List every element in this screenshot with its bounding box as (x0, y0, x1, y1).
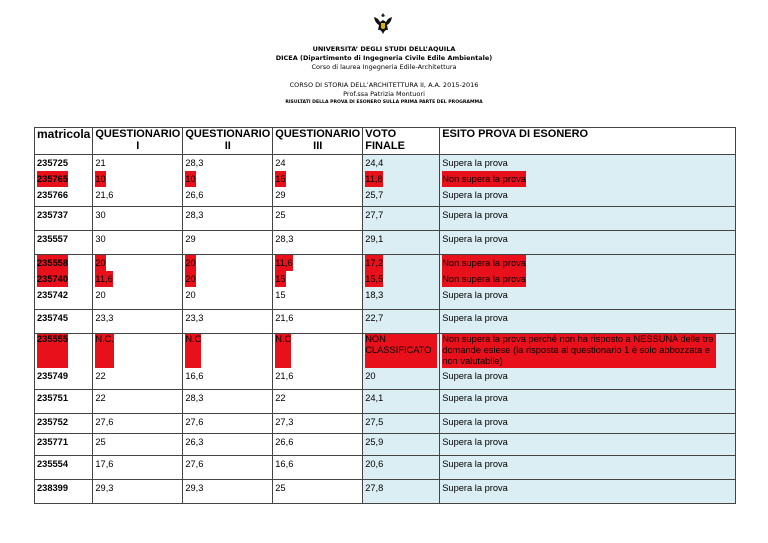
cell-q3 (273, 456, 363, 480)
cell-value-matricola: 235752 (37, 417, 69, 427)
table-row (35, 231, 736, 255)
table-row (35, 456, 736, 480)
cell-value-voto: 15,5 (365, 271, 383, 287)
cell-q3 (273, 231, 363, 255)
col-header-text: matricola (37, 127, 91, 141)
table-row (35, 155, 736, 207)
cell-value-matricola: 235737 (37, 210, 69, 220)
cell-voto (363, 255, 440, 310)
cell-q1 (93, 390, 183, 414)
cell-q1 (93, 434, 183, 456)
cell-value-esito: Supera la prova (442, 459, 508, 469)
cell-matricola (35, 434, 93, 456)
cell-value-q2: 28,3 (185, 158, 204, 168)
cell-esito (440, 414, 736, 434)
table-row (35, 480, 736, 504)
col-header-q1 (93, 128, 183, 155)
cell-voto (363, 155, 440, 207)
cell-value-esito: Supera la prova (442, 371, 508, 381)
cell-matricola (35, 456, 93, 480)
table-row (35, 390, 736, 414)
cell-value-matricola: 238399 (37, 483, 69, 493)
cell-value-q2: 26,6 (185, 190, 204, 200)
cell-esito (440, 334, 736, 390)
cell-value-voto: 27,8 (365, 483, 384, 493)
cell-matricola (35, 207, 93, 231)
cell-value-q1: 22 (95, 371, 106, 381)
cell-value-q3: 25 (275, 483, 286, 493)
cell-matricola (35, 255, 93, 310)
university-name: UNIVERSITA’ DEGLI STUDI DELL’AQUILA (312, 45, 456, 53)
cell-value-voto: 24,4 (365, 158, 384, 168)
cell-value-esito: Non supera la prova perché non ha risposto a NESSUNA delle tre domande esiese (la risposta al questionario 1 è solo abbozzata e non valutabile) (442, 334, 716, 368)
cell-q2 (183, 255, 273, 310)
cell-voto (363, 456, 440, 480)
cell-value-esito: Supera la prova (442, 393, 508, 403)
cell-esito (440, 207, 736, 231)
cell-q2 (183, 390, 273, 414)
cell-value-q1: 23,3 (95, 313, 114, 323)
cell-value-q2: 20 (185, 271, 195, 287)
cell-value-q3: 11,6 (275, 255, 292, 271)
cell-matricola (35, 334, 93, 390)
cell-value-q3: 26,6 (275, 437, 294, 447)
cell-value-matricola: 235766 (37, 190, 69, 200)
cell-value-q1: 30 (95, 234, 106, 244)
cell-value-q2: 28,3 (185, 210, 204, 220)
col-header-text: QUESTIONARIO (95, 128, 181, 140)
document-subtitle: RISULTATI DELLA PROVA DI ESONERO SULLA PRIMA PARTE DEL PROGRAMMA (285, 100, 483, 105)
cell-value-q3: 28,3 (275, 234, 294, 244)
col-header-text: I (136, 140, 140, 152)
cell-value-q2: 10 (185, 171, 195, 187)
cell-value-matricola: 235765 (37, 171, 68, 187)
cell-value-voto: 22,7 (365, 313, 384, 323)
cell-value-q3: 15 (275, 290, 286, 300)
cell-matricola (35, 390, 93, 414)
cell-value-matricola: 235725 (37, 158, 69, 168)
cell-value-q1: 20 (95, 255, 105, 271)
cell-value-voto: 11,8 (365, 171, 382, 187)
cell-voto (363, 207, 440, 231)
cell-value-q3: 15 (275, 271, 285, 287)
cell-value-matricola: 235749 (37, 371, 69, 381)
cell-q2 (183, 434, 273, 456)
cell-voto (363, 231, 440, 255)
professor-name: Prof.ssa Patrizia Montuori (343, 90, 425, 98)
course-program: Corso di laurea Ingegneria Edile-Architettura (311, 63, 457, 71)
table-row (35, 414, 736, 434)
cell-value-esito: Supera la prova (442, 417, 508, 427)
cell-value-matricola: 235554 (37, 459, 69, 469)
cell-q2 (183, 480, 273, 504)
cell-value-q3: 27,3 (275, 417, 294, 427)
cell-value-q2: 16,6 (185, 371, 204, 381)
cell-value-esito: Supera la prova (442, 158, 508, 168)
cell-value-q1: 22 (95, 393, 106, 403)
cell-value-q2: 20 (185, 255, 195, 271)
cell-q2 (183, 414, 273, 434)
cell-value-q1: 29,3 (95, 483, 114, 493)
cell-voto (363, 390, 440, 414)
cell-value-q1: N.C. (95, 334, 114, 368)
cell-value-q3: 22 (275, 393, 286, 403)
cell-q2 (183, 334, 273, 390)
cell-value-esito: Non supera la prova (442, 271, 526, 287)
col-header-q3 (273, 128, 363, 155)
cell-q1 (93, 310, 183, 334)
cell-value-q2: 23,3 (185, 313, 204, 323)
table-row (35, 434, 736, 456)
cell-q1 (93, 155, 183, 207)
cell-q2 (183, 207, 273, 231)
cell-q3 (273, 390, 363, 414)
table-header-row (35, 128, 736, 155)
cell-value-matricola: 235740 (37, 271, 68, 287)
cell-matricola (35, 155, 93, 207)
cell-value-esito: Supera la prova (442, 234, 508, 244)
cell-value-q1: 27,6 (95, 417, 114, 427)
cell-q1 (93, 480, 183, 504)
cell-value-q1: 11,6 (95, 271, 112, 287)
cell-value-q2: 20 (185, 290, 196, 300)
cell-value-q3: 25 (275, 210, 286, 220)
cell-value-q3: 24 (275, 158, 286, 168)
cell-value-voto: NON CLASSIFICATO (365, 334, 437, 368)
cell-matricola (35, 414, 93, 434)
col-header-text: VOTO (365, 128, 397, 140)
cell-value-q2: 29 (185, 234, 196, 244)
cell-esito (440, 480, 736, 504)
cell-value-q3: N.C (275, 334, 291, 368)
cell-value-q2: 27,6 (185, 417, 204, 427)
cell-value-voto: 24,1 (365, 393, 384, 403)
cell-esito (440, 255, 736, 310)
cell-value-q3: 29 (275, 190, 286, 200)
cell-q3 (273, 480, 363, 504)
cell-voto (363, 414, 440, 434)
course-title: CORSO DI STORIA DELL’ARCHITETTURA II, A.A. 2015-2016 (289, 81, 479, 89)
cell-value-esito: Supera la prova (442, 190, 508, 200)
cell-q2 (183, 231, 273, 255)
cell-value-q1: 30 (95, 210, 106, 220)
col-header-esito (440, 128, 736, 155)
cell-value-voto: 20,6 (365, 459, 384, 469)
cell-q2 (183, 456, 273, 480)
cell-q3 (273, 334, 363, 390)
col-header-text: II (224, 140, 231, 152)
cell-value-q1: 20 (95, 290, 106, 300)
table-row (35, 255, 736, 310)
cell-value-q2: N.C (185, 334, 201, 368)
cell-esito (440, 155, 736, 207)
cell-value-matricola: 235742 (37, 290, 69, 300)
cell-matricola (35, 310, 93, 334)
cell-value-q3: 21,6 (275, 313, 294, 323)
cell-value-matricola: 235771 (37, 437, 69, 447)
cell-value-esito: Supera la prova (442, 313, 508, 323)
table-row (35, 334, 736, 390)
cell-value-q2: 28,3 (185, 393, 204, 403)
cell-value-esito: Supera la prova (442, 210, 508, 220)
cell-value-q2: 27,6 (185, 459, 204, 469)
cell-q1 (93, 207, 183, 231)
cell-q3 (273, 310, 363, 334)
cell-value-q3: 16,6 (275, 459, 294, 469)
cell-value-matricola: 235557 (37, 234, 69, 244)
cell-value-voto: 27,7 (365, 210, 384, 220)
cell-value-matricola: 235555 (37, 334, 68, 368)
cell-value-q1: 21 (95, 158, 106, 168)
cell-value-esito: Non supera la prova (442, 171, 526, 187)
cell-value-q1: 17,6 (95, 459, 114, 469)
col-header-text: III (313, 140, 323, 152)
cell-value-matricola: 235558 (37, 255, 68, 271)
cell-matricola (35, 480, 93, 504)
cell-matricola (35, 231, 93, 255)
cell-value-voto: 25,7 (365, 190, 384, 200)
cell-q1 (93, 255, 183, 310)
cell-q1 (93, 456, 183, 480)
cell-q3 (273, 255, 363, 310)
cell-q3 (273, 155, 363, 207)
cell-q2 (183, 155, 273, 207)
cell-value-q1: 21,6 (95, 190, 114, 200)
cell-value-esito: Supera la prova (442, 483, 508, 493)
cell-value-voto: 18,3 (365, 290, 384, 300)
cell-value-q2: 26,3 (185, 437, 204, 447)
cell-value-q3: 15 (275, 171, 285, 187)
cell-value-esito: Supera la prova (442, 437, 508, 447)
cell-esito (440, 456, 736, 480)
cell-q1 (93, 334, 183, 390)
cell-esito (440, 310, 736, 334)
cell-voto (363, 434, 440, 456)
cell-value-q3: 21,6 (275, 371, 294, 381)
cell-voto (363, 334, 440, 390)
cell-q1 (93, 231, 183, 255)
cell-q3 (273, 434, 363, 456)
cell-value-voto: 27,5 (365, 417, 384, 427)
col-header-q2 (183, 128, 273, 155)
cell-value-q1: 10 (95, 171, 105, 187)
results-table (34, 127, 736, 504)
cell-q1 (93, 414, 183, 434)
cell-value-voto: 29,1 (365, 234, 384, 244)
cell-voto (363, 480, 440, 504)
cell-voto (363, 310, 440, 334)
university-logo-eagle-icon (372, 12, 394, 36)
cell-value-esito: Supera la prova (442, 290, 508, 300)
cell-value-voto: 20 (365, 371, 376, 381)
cell-q3 (273, 414, 363, 434)
col-header-text: QUESTIONARIO (185, 128, 271, 140)
cell-value-q1: 25 (95, 437, 106, 447)
cell-q3 (273, 207, 363, 231)
cell-esito (440, 390, 736, 414)
cell-value-voto: 17,2 (365, 255, 383, 271)
cell-esito (440, 434, 736, 456)
cell-value-matricola: 235745 (37, 313, 69, 323)
table-row (35, 310, 736, 334)
col-header-text: QUESTIONARIO (275, 128, 361, 140)
department-name: DICEA (Dipartimento di Ingegneria Civile Edile Ambientale) (275, 54, 493, 62)
col-header-text: ESITO PROVA DI ESONERO (442, 128, 589, 140)
cell-value-q2: 29,3 (185, 483, 204, 493)
table-row (35, 207, 736, 231)
col-header-voto (363, 128, 440, 155)
col-header-matricola (35, 128, 93, 155)
cell-q2 (183, 310, 273, 334)
cell-value-voto: 25,9 (365, 437, 384, 447)
cell-value-esito: Non supera la prova (442, 255, 526, 271)
cell-esito (440, 231, 736, 255)
col-header-text: FINALE (365, 140, 405, 152)
cell-value-matricola: 235751 (37, 393, 69, 403)
